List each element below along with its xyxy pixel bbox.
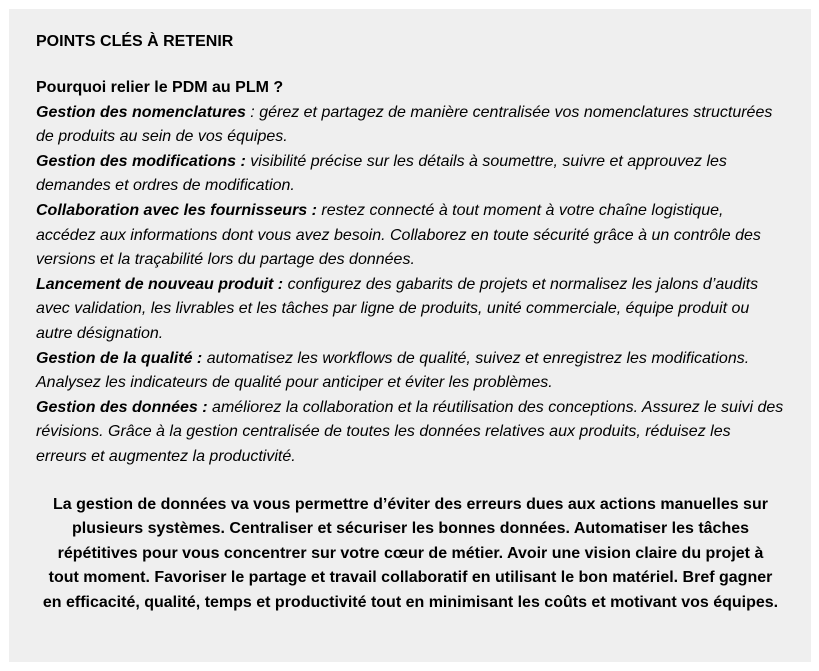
key-point-changes [36,150,785,199]
key-point-term: Gestion des données : [36,398,208,416]
key-point-text: configurez des gabarits de projets et normalisez les jalons d’audits avec validation, les livrables et les tâches par ligne de produits, unité commerciale, équipe produit ou autre désignation. [36,275,759,342]
key-point-data [36,396,785,470]
key-point-new-product [36,273,785,347]
key-point-term: Gestion des nomenclatures [36,103,246,121]
key-point-suppliers [36,199,785,273]
key-point-bom [36,101,785,150]
key-point-quality [36,347,785,396]
key-point-separator: : [245,103,260,121]
key-point-text: visibilité précise sur les détails à soumettre, suivre et approuvez les demandes et ordres de modification. [36,152,727,195]
conclusion-paragraph: La gestion de données va vous permettre d’éviter des erreurs dues aux actions manuelles sur plusieurs systèmes. Centraliser et sécuriser les bonnes données. Automatiser les tâches répétitives pour vous concentrer sur votre cœur de métier. Avoir une vision claire du projet à tout moment. Favoriser le partage et travail collaboratif en utilisant le bon matériel. Bref gagner en efficacité, qualité, temps et productivité tout en minimisant les coûts et motivant vos équipes. [42,495,779,611]
key-point-term: Lancement de nouveau produit : [36,275,284,293]
key-point-text: améliorez la collaboration et la réutilisation des conceptions. Assurez le suivi des révisions. Grâce à la gestion centralisée de toutes les données relatives aux produits, réduisez les erreurs et augmentez la productivité. [36,398,784,465]
key-point-term: Gestion des modifications : [36,152,246,170]
key-point-text: automatisez les workflows de qualité, suivez et enregistrez les modifications. Analysez les indicateurs de qualité pour anticiper et éviter les problèmes. [36,349,750,392]
key-point-text: restez connecté à tout moment à votre chaîne logistique, accédez aux informations dont vous avez besoin. Collaborez en toute sécurité grâce à un contrôle des versions et la traçabilité lors du partage des données. [36,201,761,269]
key-point-term: Gestion de la qualité : [36,349,203,367]
key-point-term: Collaboration avec les fournisseurs : [36,201,317,219]
key-points-box [9,9,811,662]
key-points-list [36,101,785,470]
key-point-text: gérez et partagez de manière centralisée vos nomenclatures structurées de produits au sein de vos équipes. [36,103,773,146]
question-heading: Pourquoi relier le PDM au PLM ? [36,79,284,96]
box-title: POINTS CLÉS À RETENIR [36,33,234,50]
